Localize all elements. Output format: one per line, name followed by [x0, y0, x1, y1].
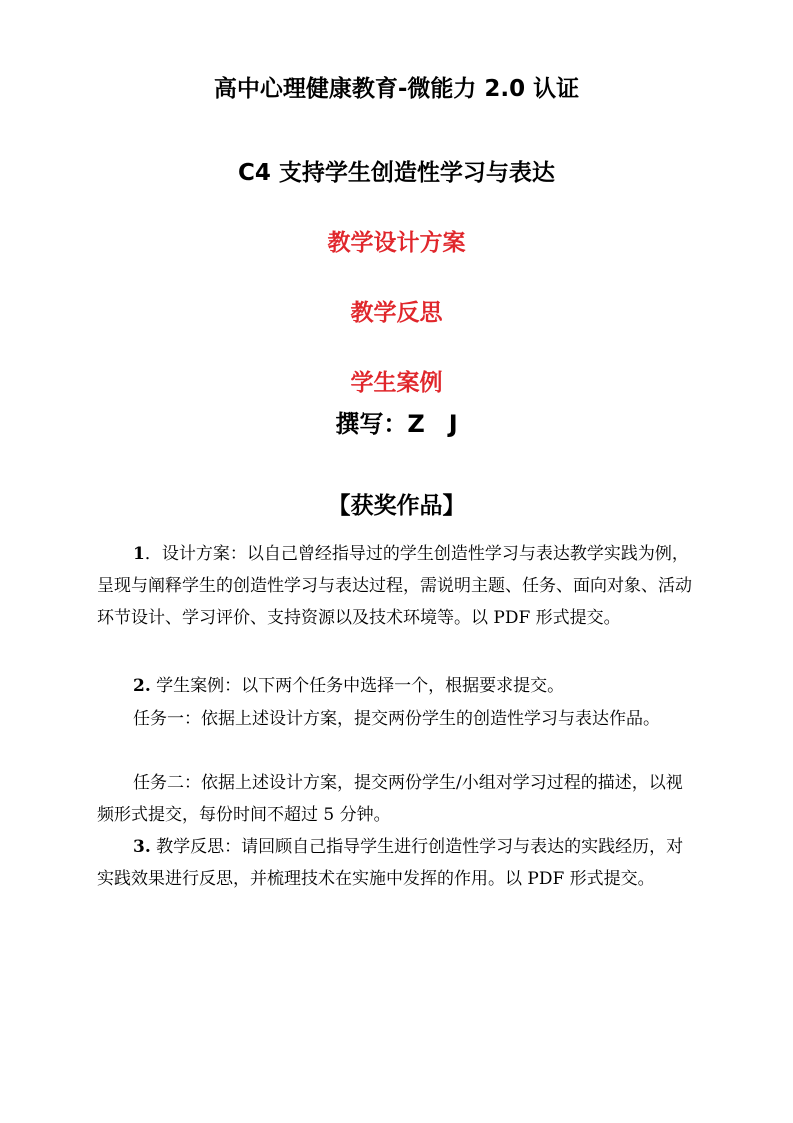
student-case-link[interactable]: 学生案例 [350, 370, 443, 396]
item-number: 3. [133, 837, 151, 857]
item-text: 学生案例：以下两个任务中选择一个，根据要求提交。 [150, 676, 565, 696]
task-1: 任务一：依据上述设计方案，提交两份学生的创造性学习与表达作品。 [133, 709, 660, 729]
item-text: ．设计方案：以自己曾经指导过的学生创造性学习与表达教学实践为例，呈现与阐释学生的创造性学习与表达过程，需说明主题、任务、面向对象、活动环节设计、学习评价、支持资源以及技术环境等。以 PDF 形式提交。 [97, 544, 692, 628]
requirement-item-1 [97, 538, 697, 634]
item-number: 2. [133, 676, 151, 696]
teaching-reflection-link[interactable]: 教学反思 [350, 300, 443, 326]
document-subtitle: C4 支持学生创造性学习与表达 [238, 160, 555, 186]
requirement-item-3 [97, 831, 697, 895]
design-plan-link[interactable]: 教学设计方案 [327, 230, 466, 256]
author-line [0, 404, 793, 439]
author-label: 撰写： [335, 410, 408, 438]
author-name: Z J [407, 410, 458, 438]
item-number: 1 [133, 544, 145, 564]
document-title: 高中心理健康教育-微能力 2.0 认证 [213, 76, 580, 102]
task-2: 任务二：依据上述设计方案，提交两份学生/小组对学习过程的描述，以视频形式提交，每份时间不超过 5 分钟。 [97, 773, 683, 825]
award-heading: 【获奖作品】 [327, 493, 466, 519]
item-text: 教学反思：请回顾自己指导学生进行创造性学习与表达的实践经历，对实践效果进行反思，并梳理技术在实施中发挥的作用。以 PDF 形式提交。 [97, 837, 684, 889]
requirement-item-2 [97, 670, 697, 702]
